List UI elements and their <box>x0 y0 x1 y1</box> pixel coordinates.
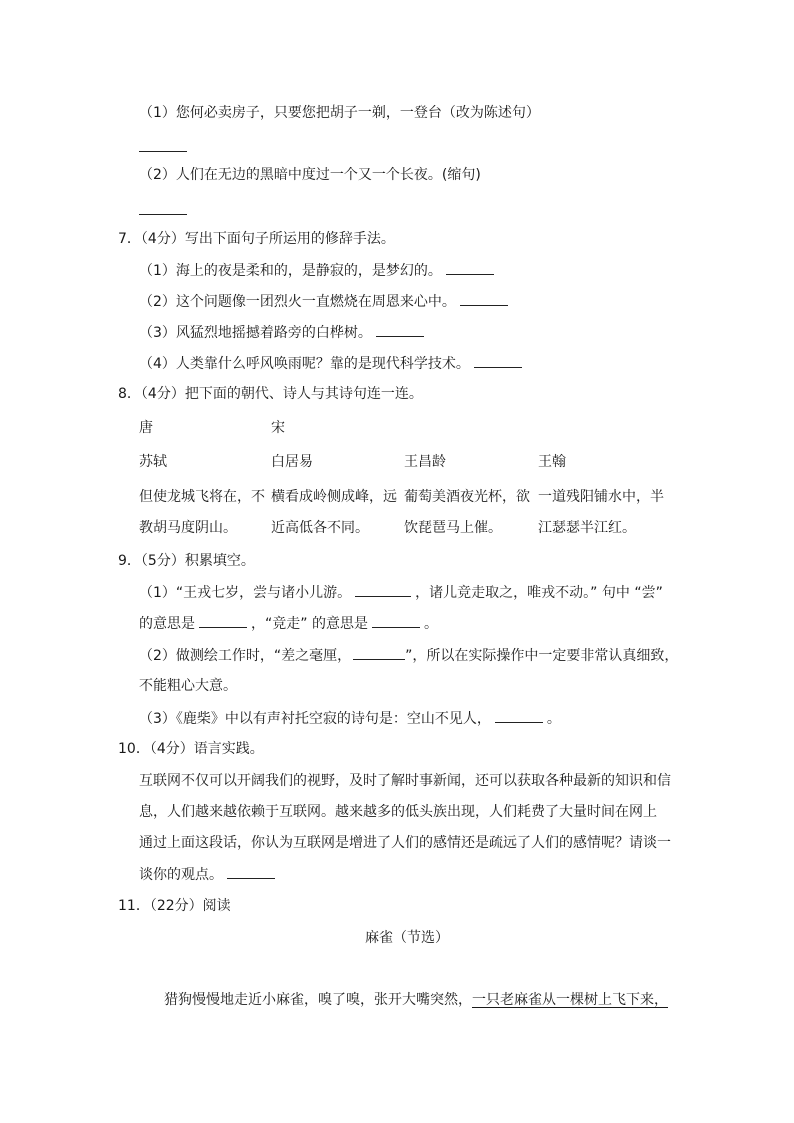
q7-item <box>139 353 526 374</box>
verse-2-line2[interactable]: 近高低各不同。 <box>271 520 369 536</box>
dynasty-song[interactable]: 宋 <box>271 420 285 436</box>
poet-wang-han[interactable]: 王翰 <box>538 454 566 470</box>
q7-item <box>139 291 512 312</box>
answer-blank[interactable] <box>446 260 494 275</box>
q10-paragraph-line: 通过上面这段话，你认为互联网是增进了人们的感情还是疏远了人们的感情呢？请谈一 <box>139 835 671 851</box>
q7-item-text: （2）这个问题像一团烈火一直燃烧在周恩来心中。 <box>139 294 456 310</box>
q9-sub1-line2 <box>139 613 438 634</box>
q9-text: （1）“王戎七岁，尝与诸小儿游。 <box>139 585 352 601</box>
q10-heading: 10．（4分）语言实践。 <box>118 741 264 757</box>
poet-wang-changling[interactable]: 王昌龄 <box>404 454 446 470</box>
q9-text: ，“竞走” 的意思是 <box>251 616 368 632</box>
q9-sub2-line1 <box>139 645 678 666</box>
q9-sub2-line2: 不能粗心大意。 <box>139 678 237 694</box>
passage-text: 猎狗慢慢地走近小麻雀，嗅了嗅，张开大嘴突然， <box>164 992 472 1008</box>
q9-text: 。 <box>546 711 561 727</box>
answer-blank[interactable] <box>474 353 522 368</box>
q9-text: 。 <box>423 616 438 632</box>
passage-title: 麻雀（节选） <box>365 930 449 946</box>
q6-sub1-answer-blank[interactable] <box>139 137 187 158</box>
q10-paragraph-line: 息，人们越来越依赖于互联网。越来越多的低头族出现，人们耗费了大量时间在网上 <box>139 804 657 820</box>
answer-blank[interactable] <box>353 645 405 660</box>
q7-item-text: （3）风猛烈地摇撼着路旁的白桦树。 <box>139 325 372 341</box>
q6-sub2: （2）人们在无边的黑暗中度过一个又一个长夜。(缩句) <box>139 167 481 183</box>
q7-item <box>139 322 428 343</box>
q8-heading: 8．（4分）把下面的朝代、诗人与其诗句连一连。 <box>118 386 423 402</box>
poet-su-shi[interactable]: 苏轼 <box>139 454 167 470</box>
q7-item <box>139 260 498 281</box>
verse-1-line2[interactable]: 教胡马度阴山。 <box>139 520 237 536</box>
q9-text: （2）做测绘工作时，“差之毫厘， <box>139 648 352 664</box>
q7-heading: 7．（4分）写出下面句子所运用的修辞手法。 <box>118 231 395 247</box>
verse-3-line1[interactable]: 葡萄美酒夜光杯，欲 <box>404 489 530 505</box>
q6-sub1: （1）您何必卖房子，只要您把胡子一剃，一登台（改为陈述句） <box>139 105 540 121</box>
q7-item-text: （4）人类靠什么呼风唤雨呢？靠的是现代科学技术。 <box>139 356 470 372</box>
verse-4-line1[interactable]: 一道残阳铺水中，半 <box>538 489 664 505</box>
answer-blank[interactable] <box>376 322 424 337</box>
passage-paragraph <box>164 990 668 1010</box>
verse-4-line2[interactable]: 江瑟瑟半江红。 <box>538 520 636 536</box>
dynasty-tang[interactable]: 唐 <box>139 420 153 436</box>
q9-sub1-line1 <box>139 582 663 603</box>
verse-2-line1[interactable]: 横看成岭侧成峰，远 <box>271 489 397 505</box>
q9-heading: 9．（5分）积累填空。 <box>118 553 255 569</box>
answer-blank[interactable] <box>227 864 275 879</box>
answer-blank[interactable] <box>495 708 543 723</box>
q9-text: ”，所以在实际操作中一定要非常认真细致， <box>405 648 679 664</box>
answer-blank[interactable] <box>460 291 508 306</box>
answer-blank[interactable] <box>199 613 247 628</box>
q10-paragraph-line <box>139 864 279 885</box>
q7-item-text: （1）海上的夜是柔和的，是静寂的，是梦幻的。 <box>139 263 442 279</box>
verse-1-line1[interactable]: 但使龙城飞将在，不 <box>139 489 265 505</box>
q6-sub2-answer-blank[interactable] <box>139 200 187 221</box>
passage-underlined-text: 一只老麻雀从一棵树上飞下来， <box>472 992 668 1008</box>
q9-text: ，诸儿竞走取之，唯戎不动。” 句中 “尝” <box>415 585 663 601</box>
poet-bai-juyi[interactable]: 白居易 <box>271 454 313 470</box>
verse-3-line2[interactable]: 饮琵琶马上催。 <box>404 520 502 536</box>
q9-sub3 <box>139 708 561 729</box>
answer-blank[interactable] <box>372 613 420 628</box>
q9-text: 的意思是 <box>139 616 195 632</box>
q9-text: （3）《鹿柴》中以有声衬托空寂的诗句是：空山不见人， <box>139 711 491 727</box>
answer-blank[interactable] <box>355 582 411 597</box>
q11-heading: 11．（22分）阅读 <box>118 898 231 914</box>
q10-paragraph-line: 互联网不仅可以开阔我们的视野，及时了解时事新闻，还可以获取各种最新的知识和信 <box>139 773 671 789</box>
q10-text: 谈你的观点。 <box>139 867 223 883</box>
